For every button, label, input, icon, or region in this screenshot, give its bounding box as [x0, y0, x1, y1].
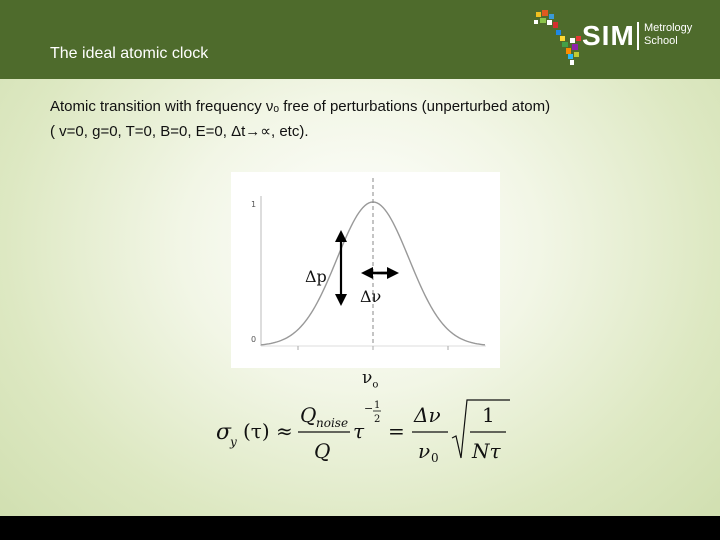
- y-tick-label-top: 1: [251, 200, 257, 209]
- approx-sign: ≈: [276, 419, 293, 443]
- exponent-numerator: 1: [374, 400, 381, 411]
- delta-nu-arrowhead-right: [387, 267, 399, 279]
- delta-p-arrowhead-up: [335, 230, 347, 242]
- delta-p-arrowhead-down: [335, 294, 347, 306]
- delta-nu-arrowhead-left: [361, 267, 373, 279]
- sigma-symbol: σ: [216, 420, 232, 445]
- delta-nu-numerator: Δν: [414, 403, 441, 427]
- q-noise-subscript: noise: [316, 416, 349, 430]
- equals-sign: =: [388, 419, 405, 443]
- footer-bar: [0, 516, 720, 540]
- americas-mosaic-icon: [534, 10, 581, 65]
- tau-symbol: τ: [353, 419, 365, 443]
- nu0-subscript: o: [372, 379, 379, 391]
- logo-sim-text: SIM: [582, 20, 635, 51]
- q-noise-Q: Q: [300, 403, 317, 427]
- nu0-denominator: ν: [418, 439, 431, 463]
- sigma-subscript: y: [230, 435, 237, 449]
- tau-argument: (τ): [243, 419, 270, 443]
- exponent-denominator: 2: [374, 414, 381, 425]
- figure-panel: [231, 172, 500, 368]
- y-tick-label-bottom: 0: [251, 335, 257, 344]
- body-text: [50, 94, 710, 144]
- sqrt-numerator: 1: [482, 403, 495, 427]
- body-line-2: ( v=0, g=0, T=0, B=0, E=0, Δt→∝, etc).: [50, 123, 309, 140]
- delta-p-label: Δp: [305, 267, 327, 286]
- nu0-symbol: ν: [362, 368, 373, 388]
- exponent-minus: −: [364, 402, 374, 415]
- q-denominator: Q: [314, 439, 331, 463]
- slide-title: The ideal atomic clock: [50, 45, 209, 62]
- logo-school-text: School: [644, 35, 678, 47]
- logo-metrology-text: Metrology: [644, 22, 693, 34]
- delta-nu-label: Δν: [360, 287, 382, 306]
- sqrt-denominator: Nτ: [472, 439, 501, 463]
- nu0-denominator-subscript: 0: [431, 451, 439, 465]
- body-line-1: Atomic transition with frequency νₒ free of perturbations (unperturbed atom): [50, 98, 551, 115]
- logo-divider: [637, 22, 639, 50]
- nu0-label: [362, 368, 378, 390]
- allan-deviation-formula: [210, 392, 520, 468]
- gaussian-figure: [231, 172, 500, 368]
